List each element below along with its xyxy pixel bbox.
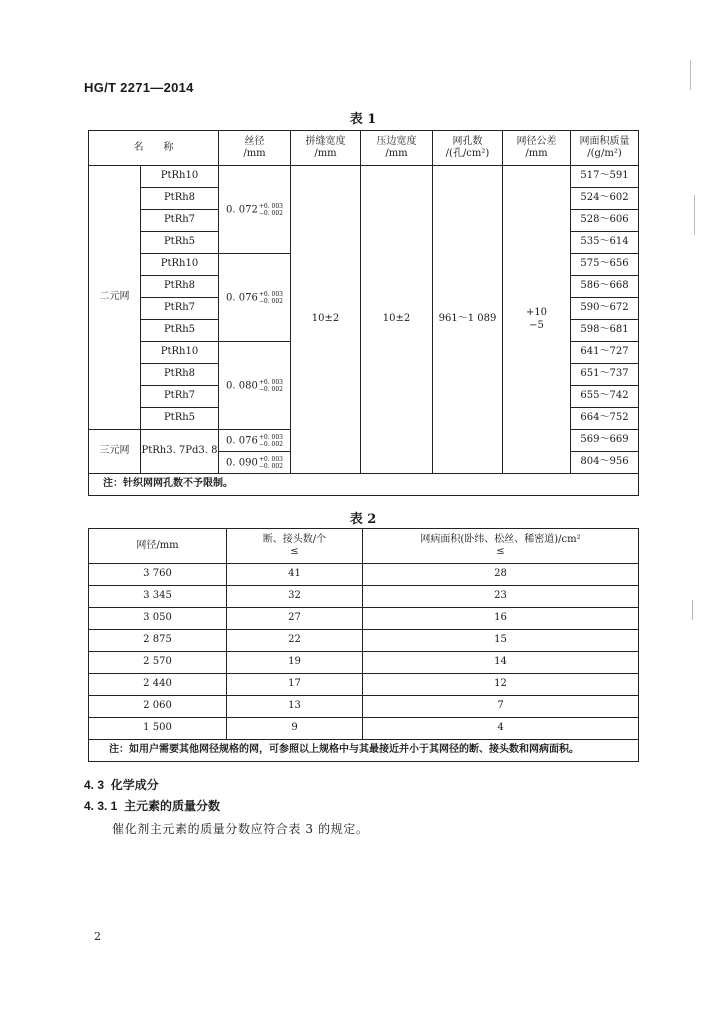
table1-caption: 表 1 (349, 112, 377, 127)
table2-header-breaks: 断、接头数/个 ≤ (227, 529, 363, 564)
table1-header-seam: 拼缝宽度 /mm (291, 131, 361, 166)
table1-header-mass: 网面积质量 /(g/m²) (571, 131, 639, 166)
wire-diameter-cell: 0. 080 +0. 003 −0. 002 (219, 342, 291, 430)
table1-note: 注：针织网网孔数不予限制。 (89, 474, 639, 496)
wire-diameter-cell: 0. 076 +0. 003 −0. 002 (219, 430, 291, 452)
scan-artifact (692, 600, 693, 620)
table-row: 3 760 41 28 (89, 564, 639, 586)
mass-cell: 575～656 (571, 254, 639, 276)
alloy-cell: PtRh8 (141, 364, 219, 386)
wire-diameter-cell: 0. 072 +0. 003 −0. 002 (219, 166, 291, 254)
page-number: 2 (94, 930, 101, 943)
alloy-cell-ternary: PtRh3. 7Pd3. 8 (141, 430, 219, 474)
table2 (88, 528, 639, 762)
mass-cell: 569～669 (571, 430, 639, 452)
table1-header-wire: 丝径 /mm (219, 131, 291, 166)
alloy-cell: PtRh7 (141, 298, 219, 320)
wire-diameter-cell: 0. 090 +0. 003 −0. 002 (219, 452, 291, 474)
wire-diameter-cell: 0. 076 +0. 003 −0. 002 (219, 254, 291, 342)
hole-count-cell: 961～1 089 (433, 166, 503, 474)
diameter-tolerance-cell: +10 −5 (503, 166, 571, 474)
alloy-cell: PtRh7 (141, 210, 219, 232)
document-id: HG/T 2271—2014 (84, 80, 194, 95)
table-row: 3 050 27 16 (89, 608, 639, 630)
section-4-3-1-heading: 4. 3. 1 主元素的质量分数 (84, 799, 221, 813)
table1-header-holes: 网孔数 /(孔/cm²) (433, 131, 503, 166)
alloy-cell: PtRh5 (141, 408, 219, 430)
table1-header-tolerance: 网径公差 /mm (503, 131, 571, 166)
table2-header-diameter: 网径/mm (89, 529, 227, 564)
mass-cell: 804～956 (571, 452, 639, 474)
mass-cell: 586～668 (571, 276, 639, 298)
table-row: 2 060 13 7 (89, 696, 639, 718)
mass-cell: 664～752 (571, 408, 639, 430)
scan-artifact (690, 60, 691, 90)
alloy-cell: PtRh10 (141, 254, 219, 276)
mass-cell: 655～742 (571, 386, 639, 408)
alloy-cell: PtRh8 (141, 276, 219, 298)
mass-cell: 528～606 (571, 210, 639, 232)
mass-cell: 598～681 (571, 320, 639, 342)
section-paragraph: 催化剂主元素的质量分数应符合表 3 的规定。 (112, 822, 369, 836)
alloy-cell: PtRh8 (141, 188, 219, 210)
table-row: 2 875 22 15 (89, 630, 639, 652)
table1-header-edge: 压边宽度 /mm (361, 131, 433, 166)
section-4-3-heading: 4. 3 化学成分 (84, 778, 159, 792)
alloy-cell: PtRh7 (141, 386, 219, 408)
alloy-cell: PtRh10 (141, 342, 219, 364)
table-row: 2 440 17 12 (89, 674, 639, 696)
alloy-cell: PtRh5 (141, 320, 219, 342)
table-row: 2 570 19 14 (89, 652, 639, 674)
mass-cell: 641～727 (571, 342, 639, 364)
table-row: 3 345 32 23 (89, 586, 639, 608)
mass-cell: 517～591 (571, 166, 639, 188)
scan-artifact (694, 195, 695, 235)
table2-caption: 表 2 (349, 512, 377, 527)
table1-header-name: 名 称 (89, 131, 219, 166)
table2-header-defect-area: 网病面积(卧纬、松丝、稀密道)/cm² ≤ (363, 529, 639, 564)
alloy-cell: PtRh5 (141, 232, 219, 254)
table2-note: 注：如用户需要其他网径规格的网，可参照以上规格中与其最接近并小于其网径的断、接头数和网病面积。 (89, 740, 639, 762)
mass-cell: 651～737 (571, 364, 639, 386)
mass-cell: 535～614 (571, 232, 639, 254)
group-label-binary: 二元网 (89, 166, 141, 430)
table-row: 1 500 9 4 (89, 718, 639, 740)
group-label-ternary: 三元网 (89, 430, 141, 474)
alloy-cell: PtRh10 (141, 166, 219, 188)
table1 (88, 130, 639, 496)
edge-width-cell: 10±2 (361, 166, 433, 474)
mass-cell: 524～602 (571, 188, 639, 210)
seam-width-cell: 10±2 (291, 166, 361, 474)
mass-cell: 590～672 (571, 298, 639, 320)
